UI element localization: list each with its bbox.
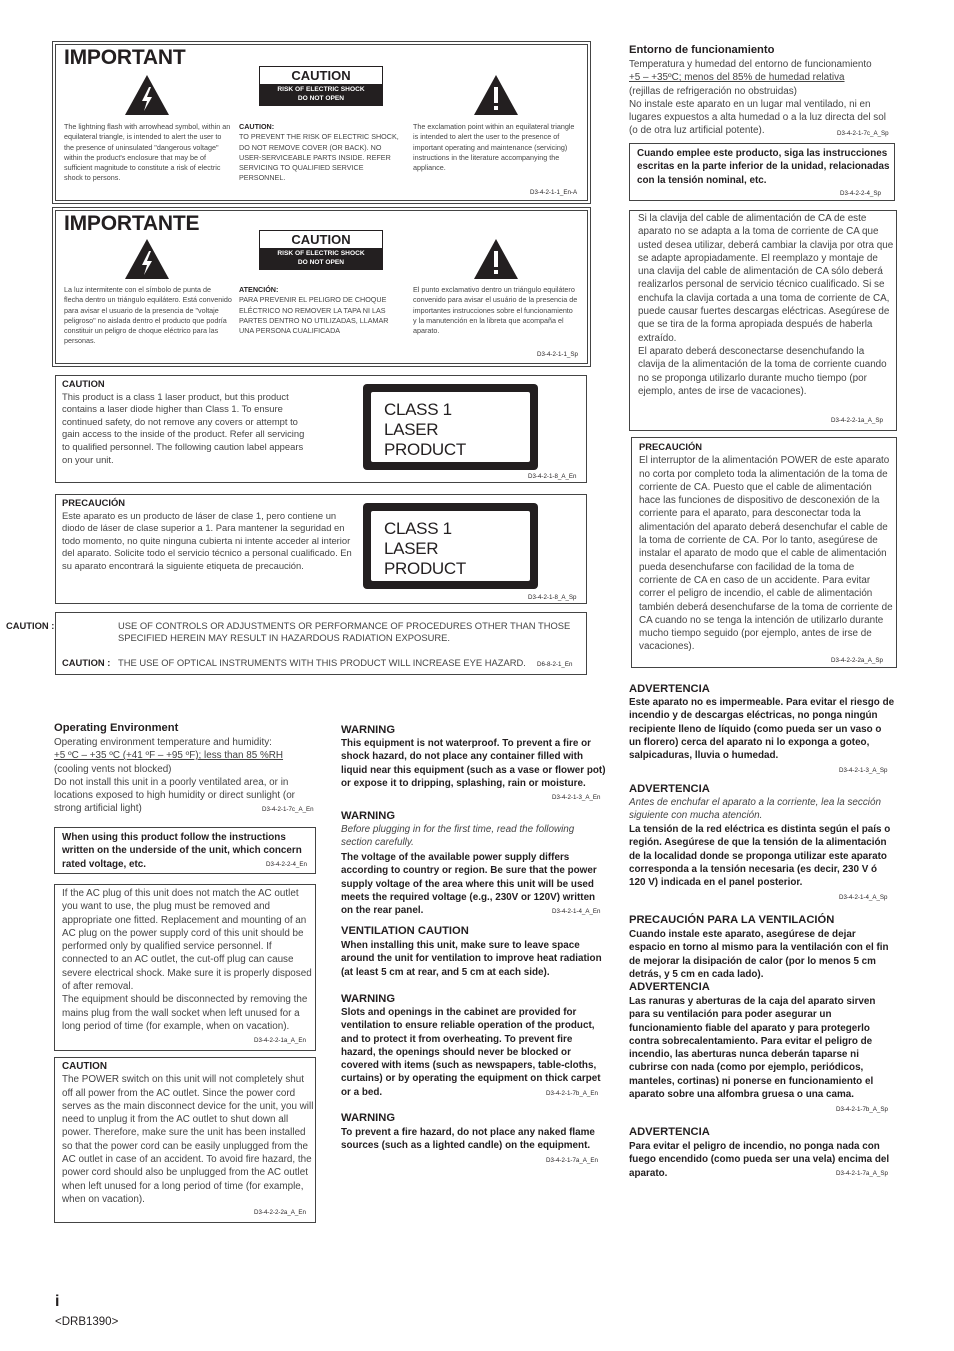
controls-caution-2 [62, 657, 542, 669]
important-en-title: IMPORTANT [64, 46, 186, 69]
controls-caution-1-key: CAUTION : [6, 620, 55, 631]
page-number: i [55, 1293, 60, 1310]
exclamation-warning-icon [473, 74, 519, 116]
ref-code: D3-4-2-1-7a_A_Sp [836, 1170, 888, 1177]
advertencia-heading: ADVERTENCIA [629, 783, 710, 795]
caution-label-line1: RISK OF ELECTRIC SHOCK [277, 86, 365, 93]
advertencia-slots-text: Las ranuras y aberturas de la caja del aparato sirven para su ventilación para poder asegurar un funcionamiento fiable del aparato y para protegerlo contra sobrecalentamiento. Para evitar el peligro de incendio, las aberturas nunca deberán taparse ni cubrirse con nada (como por ejemplo, periódicos, manteles, cortinas) ni ponerse en funcionamiento el aparato sobre una alfombra gruesa o una cama. [629, 996, 876, 1101]
caution-explanation-head: ATENCIÓN: [239, 285, 279, 294]
op-env-line4: Do not install this unit in a poorly ventilated area, or in locations exposed to high humidity or direct sunlight (or strong artificial light) [54, 776, 295, 815]
ref-code: D3-4-2-1-7b_A_En [546, 1090, 598, 1097]
warning-heading: WARNING [341, 1112, 396, 1124]
operating-environment-heading: Operating Environment [54, 722, 179, 734]
power-caution-en-body: The POWER switch on this unit will not completely shut off all power from the AC outlet. Since the power cord serves as the main disconnect device for the unit, you will need to unplug it from the AC outlet to shut down all power. Therefore, make sure the unit has been installed so that the power cord can be easily unplugged from the AC outlet in case of an accident. To avoid fire hazard, the power cord should also be unplugged from the AC outlet when left unused for a long period of time (for example, when on vacation). [62, 1074, 314, 1205]
lightning-warning-icon [124, 74, 170, 116]
caution-explanation-text: TO PREVENT THE RISK OF ELECTRIC SHOCK, DO NOT REMOVE COVER (OR BACK). NO USER-SERVICEABLE PARTS INSIDE. REFER SERVICING TO QUALIFIED SERVICE PERSONNEL. [239, 132, 399, 183]
controls-caution-2-key: CAUTION : [62, 657, 111, 668]
entorno-line2: +5 – +35ºC; menos del 85% de humedad relativa [629, 72, 845, 84]
power-caution-es-body: El interruptor de la alimentación POWER de este aparato no corta por completo toda la alimentación de la toma de corriente de CA. Puesto que el cable de alimentación hace las funciones de dispositivo de desconexión de la corriente para el aparato, para desconectar toda la alimentación del aparato deberá desenchufar el cable de la toma de corriente de CA. Por lo tanto, asegúrese de instalar el aparato de modo que el cable de alimentación pueda desenchufarse con facilidad de la toma de corriente de CA en caso de un accidente. Para evitar correr el peligro de incendio, el cable de alimentación también deberá desenchufarse de la toma de corriente de CA cuando no se tenga la intención de utilizarlo durante mucho tiempo seguido (por ejemplo, antes de irse de vacaciones). [639, 455, 893, 653]
ref-code: D3-4-2-1-4_A_En [552, 908, 601, 915]
ref-code: D3-4-2-2-4_Sp [840, 190, 881, 197]
ref-code: D3-4-2-1-8_A_En [528, 473, 577, 480]
controls-caution-1 [6, 620, 582, 644]
rated-voltage-es-text: Cuando emplee este producto, siga las instrucciones escritas en la parte inferior de la unidad, relacionadas con la tensión nominal, etc. [637, 148, 890, 186]
op-env-line2: +5 ºC – +35 ºC (+41 ºF – +95 ºF); less than 85 %RH [54, 750, 284, 762]
advertencia-voltage-text: La tensión de la red eléctrica es distinta según el país o región. Asegúrese de que la tensión de la alimentación de la localidad donde se proponga utilizar este aparato corresponda a la tensión necesaria (es decir, 230 V ó 120 V) indicada en el panel posterior. [629, 824, 891, 889]
power-caution-en-text [62, 1060, 314, 1206]
ref-code: D3-4-2-2-4_En [266, 861, 307, 868]
warning-waterproof-text: This equipment is not waterproof. To prevent a fire or shock hazard, do not place any container filled with liquid near this equipment (such as a vase or flower pot) or expose it to dripping, splashing, rain or moisture. [341, 738, 606, 789]
caution-label-es [259, 230, 383, 270]
controls-caution-2-text: THE USE OF OPTICAL INSTRUMENTS WITH THIS PRODUCT WILL INCREASE EYE HAZARD. [118, 657, 526, 668]
laser-en-head: CAUTION [62, 378, 105, 389]
laser-label-line1: CLASS 1 [384, 400, 452, 419]
operating-environment-text [54, 736, 312, 816]
ref-code: D3-4-2-2-2a_A_Sp [831, 657, 883, 664]
caution-label-line2: DO NOT OPEN [297, 95, 345, 102]
ac-plug-es-p1: Si la clavija del cable de alimentación de CA de este aparato no se adapta a la toma de corriente de CA que usted desea utilizar, deberá cambiar la clavija por otra que se adapte apropiadamente. El reemplazo y montaje de una clavija del cable de alimentación de CA sólo deberá realizarlos personal de servicio técnico cualificado. Si se enchufa la clavija cortada a una toma de corriente de CA, puede causar fuertes descargas eléctricas. Asegúrese de que se tira de la forma apropiada después de haberla extraído. [638, 213, 894, 344]
ref-code: D3-4-2-1-7c_A_Sp [837, 130, 889, 137]
ventilation-caution-text: When installing this unit, make sure to leave space around the unit for ventilation to improve heat radiation (at least 5 cm at rear, and 5 cm at each side). [341, 940, 602, 978]
warning-heading: WARNING [341, 993, 396, 1005]
warning-voltage-intro: Before plugging in for the first time, read the following section carefully. [341, 824, 575, 849]
advertencia-heading: ADVERTENCIA [629, 683, 710, 695]
ref-code: D3-4-2-2-2a_A_En [254, 1209, 306, 1216]
entorno-heading: Entorno de funcionamiento [629, 44, 775, 56]
laser-en-text [62, 378, 312, 466]
laser-es-head: PRECAUCIÓN [62, 497, 126, 508]
caution-label-en [259, 66, 383, 106]
exclamation-warning-icon [473, 238, 519, 280]
advertencia-heading: ADVERTENCIA [629, 981, 710, 993]
laser-label-line2: LASER PRODUCT [384, 420, 466, 459]
caution-label-line1: RISK OF ELECTRIC SHOCK [277, 250, 365, 257]
lightning-warning-icon [124, 238, 170, 280]
laser-label-line2: LASER PRODUCT [384, 539, 466, 578]
op-env-line3: (cooling vents not blocked) [54, 763, 172, 775]
caution-label-title: CAUTION [291, 68, 351, 83]
laser-es-body: Este aparato es un producto de láser de clase 1, pero contiene un diodo de láser de clase superior a 1. Para mantener la seguridad en todo momento, no quite ninguna cubierta ni intente acceder al interior del aparato. Solicite todo el servicio técnico a personal cualificado. En su aparato encontrará la siguiente etiqueta de precaución. [62, 509, 352, 571]
advertencia-voltage-intro: Antes de enchufar el aparato a la corriente, lea la sección siguiente con mucha atención. [629, 797, 881, 822]
ref-code: D3-4-2-1-3_A_En [552, 794, 601, 801]
ac-plug-en-text [62, 887, 314, 1033]
caution-explanation [239, 122, 404, 184]
caution-label-line2: DO NOT OPEN [297, 259, 345, 266]
advertencia-waterproof-text: Este aparato no es impermeable. Para evitar el riesgo de incendio y de descargas eléctricas, no ponga ningún recipiente lleno de líquido (como pueda ser un vaso o un florero) cerca del aparato ni lo exponga a goteo, salpicaduras, lluvia o humedad. [629, 697, 895, 762]
warning-voltage-text: The voltage of the available power supply differs according to country or region. Be sure that the power supply voltage of the area where this unit will be used meets the required voltage (e.g., 230V or 120V) written on the rear panel. [341, 852, 597, 917]
ac-plug-en-p1: If the AC plug of this unit does not match the AC outlet you want to use, the plug must be removed and appropriate one fitted. Replacement and mounting of an AC plug on the power supply cord of this unit should be performed only by qualified service personnel. If connected to an AC outlet, the cut-off plug can cause severe electrical shock. Make sure it is properly disposed of after removal. [62, 888, 312, 993]
ventilation-caution-heading: VENTILATION CAUTION [341, 925, 469, 937]
caution-explanation [239, 285, 404, 336]
warning-flame-text: To prevent a fire hazard, do not place any naked flame sources (such as a lighted candle) on the equipment. [341, 1127, 595, 1152]
ac-plug-es-text [638, 212, 894, 398]
class1-laser-label [363, 503, 538, 589]
rated-voltage-en-text: When using this product follow the instructions written on the underside of the unit, which concern rated voltage, etc. [62, 832, 302, 870]
controls-caution-1-text: USE OF CONTROLS OR ADJUSTMENTS OR PERFORMANCE OF PROCEDURES OTHER THAN THOSE SPECIFIED HEREIN MAY RESULT IN HAZARDOUS RADIATION EXPOSURE. [118, 620, 571, 643]
warning-heading: WARNING [341, 810, 396, 822]
entorno-line3: (rejillas de refrigeración no obstruidas) [629, 85, 797, 97]
lightning-explanation: The lightning flash with arrowhead symbol, within an equilateral triangle, is intended to alert the user to the presence of uninsulated "dangerous voltage" within the product's enclosure that may be of sufficient magnitude to constitute a risk of electric shock to persons. [64, 122, 231, 183]
ref-code: D3-4-2-1-7a_A_En [546, 1157, 598, 1164]
caution-label-title: CAUTION [291, 232, 351, 247]
entorno-line1: Temperatura y humedad del entorno de funcionamiento [629, 59, 872, 70]
ref-code: D3-4-2-1-7b_A_Sp [836, 1106, 888, 1113]
advertencia-flame-text: Para evitar el peligro de incendio, no ponga nada con fuego encendido (como pueda ser una vela) encima del aparato. [629, 1141, 890, 1179]
caution-explanation-text: PARA PREVENIR EL PELIGRO DE CHOQUE ELÉCTRICO NO REMOVER LA TAPA NI LAS PARTES DENTRO NO UTILIZADAS, LLAMAR UNA PERSONA CUALIFICADA [239, 295, 389, 336]
warning-heading: WARNING [341, 724, 396, 736]
exclamation-explanation: The exclamation point within an equilateral triangle is intended to alert the user to the presence of important operating and maintenance (servicing) instructions in the literature accompanying the appliance. [413, 122, 575, 173]
ref-code: D3-4-2-2-1a_A_En [254, 1037, 306, 1044]
ref-code: D3-4-2-1-1_En-A [530, 189, 578, 196]
entorno-text [629, 58, 894, 138]
power-caution-en-head: CAUTION [62, 1061, 107, 1072]
important-es-title: IMPORTANTE [64, 212, 200, 235]
power-caution-es-head: PRECAUCIÓN [639, 441, 703, 452]
ref-code: D6-8-2-1_En [537, 661, 573, 668]
ventilacion-heading: PRECAUCIÓN PARA LA VENTILACIÓN [629, 914, 835, 926]
lightning-explanation: La luz intermitente con el símbolo de punta de flecha dentro un triángulo equilátero. Está convenido para avisar el usuario de la presencia de "voltaje peligroso" no aislada dentro el producto que podría constituir un peligro de choque eléctrico para las personas. [64, 285, 232, 346]
exclamation-explanation: El punto exclamativo dentro un triángulo equilátero convenido para avisar el usuário de la presencia de importantes instrucciones sobre el funcionamiento y la manutención en la libreta que acompaña el aparato. [413, 285, 578, 336]
laser-label-line1: CLASS 1 [384, 519, 452, 538]
entorno-line4: No instale este aparato en un lugar mal ventilado, ni en lugares expuestos a alta humedad o a la luz directa del sol (o de otra luz artificial potente). [629, 98, 886, 137]
ref-code: D3-4-2-2-1a_A_Sp [831, 417, 883, 424]
power-caution-es-text [639, 440, 895, 654]
ac-plug-en-p2: The equipment should be disconnected by removing the mains plug from the wall socket when left unused for a long period of time (for example, when on vacation). [62, 994, 308, 1032]
ac-plug-es-p2: El aparato deberá desconectarse desenchufando la clavija de la alimentación de la toma de corriente cuando no se proponga utilizarlo durante mucho tiempo (por ejemplo, antes de irse de vacaciones). [638, 345, 887, 397]
class1-laser-label [363, 384, 538, 470]
ref-code: D3-4-2-1-1_Sp [537, 351, 578, 358]
warning-slots-text: Slots and openings in the cabinet are provided for ventilation to ensure reliable operation of the product, and to protect it from overheating. To prevent fire hazard, the openings should never be blocked or covered with items (such as newspapers, table-cloths, curtains) or by operating the equipment on thick carpet or a bed. [341, 1007, 601, 1098]
laser-en-body: This product is a class 1 laser product, but this product contains a laser diode higher than Class 1. To ensure continued safety, do not remove any covers or attempt to gain access to the inside of the product. Refer all servicing to qualified personnel. The following caution label appears on your unit. [62, 390, 305, 465]
ref-code: D3-4-2-1-7c_A_En [262, 806, 314, 813]
model-code: <DRB1390> [55, 1316, 119, 1328]
ref-code: D3-4-2-1-3_A_Sp [839, 767, 888, 774]
caution-explanation-head: CAUTION: [239, 122, 275, 131]
laser-es-text [62, 497, 352, 573]
advertencia-heading: ADVERTENCIA [629, 1126, 710, 1138]
ref-code: D3-4-2-1-4_A_Sp [839, 894, 888, 901]
ref-code: D3-4-2-1-8_A_Sp [528, 594, 577, 601]
ventilacion-text: Cuando instale este aparato, asegúrese de dejar espacio en torno al mismo para la ventilación con el fin de mejorar la disipación de calor (por lo menos 5 cm detrás, y 5 cm en cada lado). [629, 929, 889, 980]
op-env-line1: Operating environment temperature and humidity: [54, 737, 272, 748]
